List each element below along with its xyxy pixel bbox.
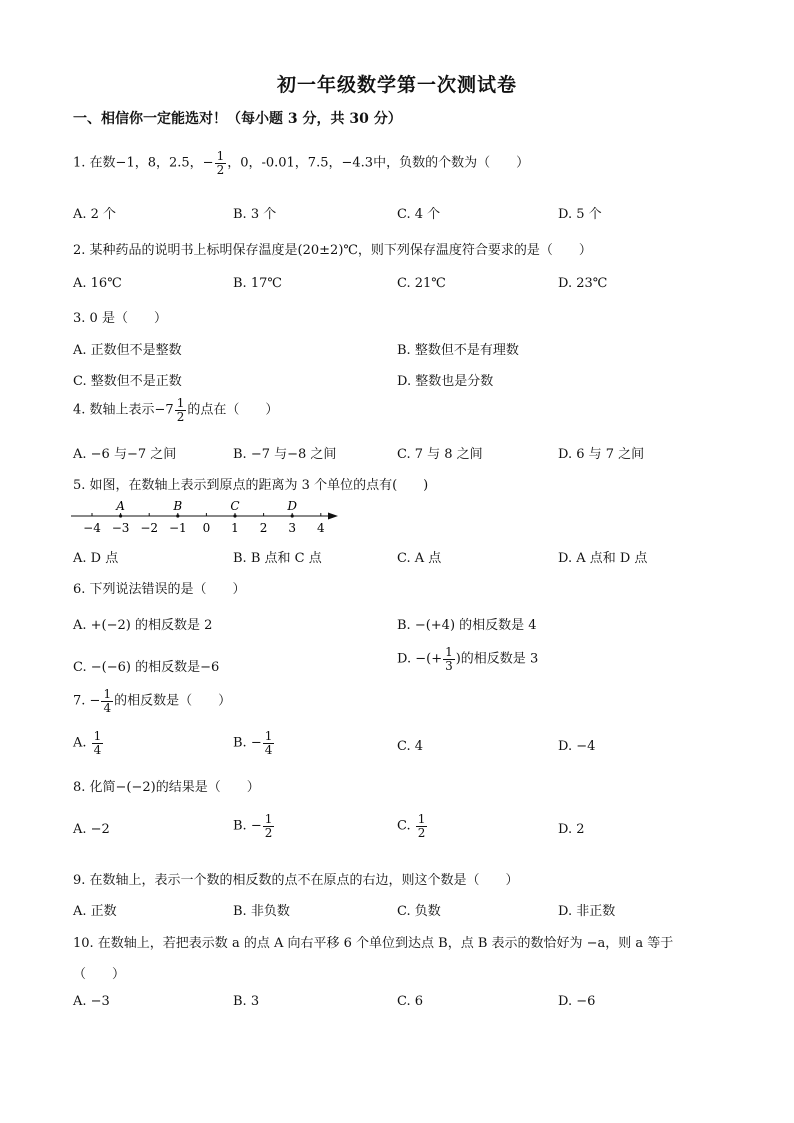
q1-option-d[interactable]: D. 5 个 [558, 207, 602, 222]
q4-fraction: $\frac{1}{2}$ [176, 396, 185, 424]
question-4 [73, 397, 278, 423]
axis-point-d [291, 514, 294, 517]
q5-option-d[interactable]: D. A 点和 D 点 [558, 551, 648, 566]
q1-numbers-b: ，0，-0.01，7.5，−4.3 [227, 155, 374, 171]
page-title: 初一年级数学第一次测试卷 [276, 74, 517, 96]
axis-tick-label: 0 [202, 521, 211, 535]
q9-option-a[interactable]: A. 正数 [73, 904, 117, 919]
axis-point-label: B [173, 499, 183, 513]
q9-option-b[interactable]: B. 非负数 [233, 904, 290, 919]
q9-option-c[interactable]: C. 负数 [397, 904, 441, 919]
q4-option-d[interactable]: D. 6 与 7 之间 [558, 447, 645, 462]
q6-option-d[interactable]: D. −(+ $\frac{1}{3}$ )的相反数是 3 [397, 645, 539, 673]
axis-point-a [119, 514, 122, 517]
section-heading: 一、相信你一定能选对！（每小题 3 分，共 30 分） [73, 111, 402, 127]
number-line-figure [66, 494, 346, 540]
question-10-line-1: 10. 在数轴上，若把表示数 a 的点 A 向右平移 6 个单位到达点 B，点 B 表示的数恰好为 −a，则 a 等于 [73, 936, 674, 951]
q9-option-d[interactable]: D. 非正数 [558, 904, 616, 919]
q8-option-a[interactable]: A. −2 [73, 822, 110, 837]
q4-prefix: 4. 数轴上表示−7 [73, 402, 174, 418]
q10-option-c[interactable]: C. 6 [397, 994, 424, 1009]
q10-option-b[interactable]: B. 3 [233, 994, 260, 1009]
q8-option-b[interactable]: B. − $\frac{1}{2}$ [233, 812, 273, 840]
q6-option-c[interactable]: C. −(−6) 的相反数是−6 [73, 660, 220, 675]
q1-suffix: 中，负数的个数为（ ） [373, 155, 530, 171]
axis-point-label: C [230, 499, 240, 513]
axis-tick-label: −1 [168, 521, 187, 535]
axis-point-b [176, 514, 179, 517]
q3-option-d[interactable]: D. 整数也是分数 [397, 374, 494, 389]
axis-tick-label: −3 [111, 521, 130, 535]
q4-option-c[interactable]: C. 7 与 8 之间 [397, 447, 483, 462]
q1-option-a[interactable]: A. 2 个 [73, 207, 117, 222]
axis-point-label: A [116, 499, 125, 513]
number-line-arrow-icon [328, 513, 338, 520]
axis-tick-label: −4 [83, 521, 101, 535]
q8-option-c[interactable]: C. $\frac{1}{2}$ [397, 812, 426, 840]
q1-option-b[interactable]: B. 3 个 [233, 207, 277, 222]
q5-option-c[interactable]: C. A 点 [397, 551, 442, 566]
q7-fraction: $\frac{1}{4}$ [103, 687, 112, 715]
question-8: 8. 化简−(−2)的结果是（ ） [73, 780, 260, 795]
axis-point-c [233, 514, 236, 517]
q3-option-c[interactable]: C. 整数但不是正数 [73, 374, 182, 389]
q2-option-d[interactable]: D. 23℃ [558, 276, 608, 291]
q5-option-b[interactable]: B. B 点和 C 点 [233, 551, 322, 566]
question-1: 1. 在数−1，8，2.5，− $\frac{1}{2}$ ，0，-0.01，7.5，−4.3中，负数的个数为（ ） [73, 149, 530, 177]
q10-option-d[interactable]: D. −6 [558, 994, 596, 1009]
q7-option-a[interactable]: A. $\frac{1}{4}$ [73, 729, 102, 757]
axis-tick-label: 2 [259, 521, 268, 535]
q2-option-c[interactable]: C. 21℃ [397, 276, 446, 291]
q7-option-c[interactable]: C. 4 [397, 739, 424, 754]
q7-option-b[interactable]: B. − $\frac{1}{4}$ [233, 729, 273, 757]
question-7: 7. − $\frac{1}{4}$ 的相反数是（ ） [73, 687, 232, 715]
q10-option-a[interactable]: A. −3 [73, 994, 110, 1009]
q2-option-a[interactable]: A. 16℃ [73, 276, 122, 291]
q5-option-a[interactable]: A. D 点 [73, 551, 119, 566]
q4-option-b[interactable]: B. −7 与−8 之间 [233, 447, 337, 462]
axis-tick-label: −2 [140, 521, 159, 535]
question-2: 2. 某种药品的说明书上标明保存温度是(20±2)℃，则下列保存温度符合要求的是（ ） [73, 243, 592, 258]
question-9: 9. 在数轴上，表示一个数的相反数的点不在原点的右边，则这个数是（ ） [73, 873, 519, 888]
axis-tick-label: 3 [288, 521, 297, 535]
q4-suffix: 的点在（ ） [187, 402, 279, 418]
q4-option-a[interactable]: A. −6 与−7 之间 [73, 447, 177, 462]
question-5: 5. 如图，在数轴上表示到原点的距离为 3 个单位的点有( ) [73, 478, 429, 493]
q6-d-fraction: $\frac{1}{3}$ [445, 645, 453, 673]
q2-option-b[interactable]: B. 17℃ [233, 276, 282, 291]
axis-point-label: D [287, 499, 298, 513]
q3-option-a[interactable]: A. 正数但不是整数 [73, 343, 182, 358]
q6-option-b[interactable]: B. −(+4) 的相反数是 4 [397, 618, 537, 633]
axis-tick-label: 1 [231, 521, 239, 535]
question-3: 3. 0 是（ ） [73, 311, 167, 326]
question-6: 6. 下列说法错误的是（ ） [73, 582, 246, 597]
q3-option-b[interactable]: B. 整数但不是有理数 [397, 343, 519, 358]
q1-prefix: 1. 在数 [73, 155, 116, 171]
q8-option-d[interactable]: D. 2 [558, 822, 585, 837]
q7-option-d[interactable]: D. −4 [558, 739, 596, 754]
question-10-line-2: （ ） [73, 967, 126, 982]
q1-fraction: $\frac{1}{2}$ [216, 149, 225, 177]
q6-option-a[interactable]: A. +(−2) 的相反数是 2 [73, 618, 213, 633]
q1-option-c[interactable]: C. 4 个 [397, 207, 441, 222]
axis-tick-label: 4 [316, 521, 325, 535]
q1-numbers-a: −1，8，2.5， [115, 155, 203, 171]
